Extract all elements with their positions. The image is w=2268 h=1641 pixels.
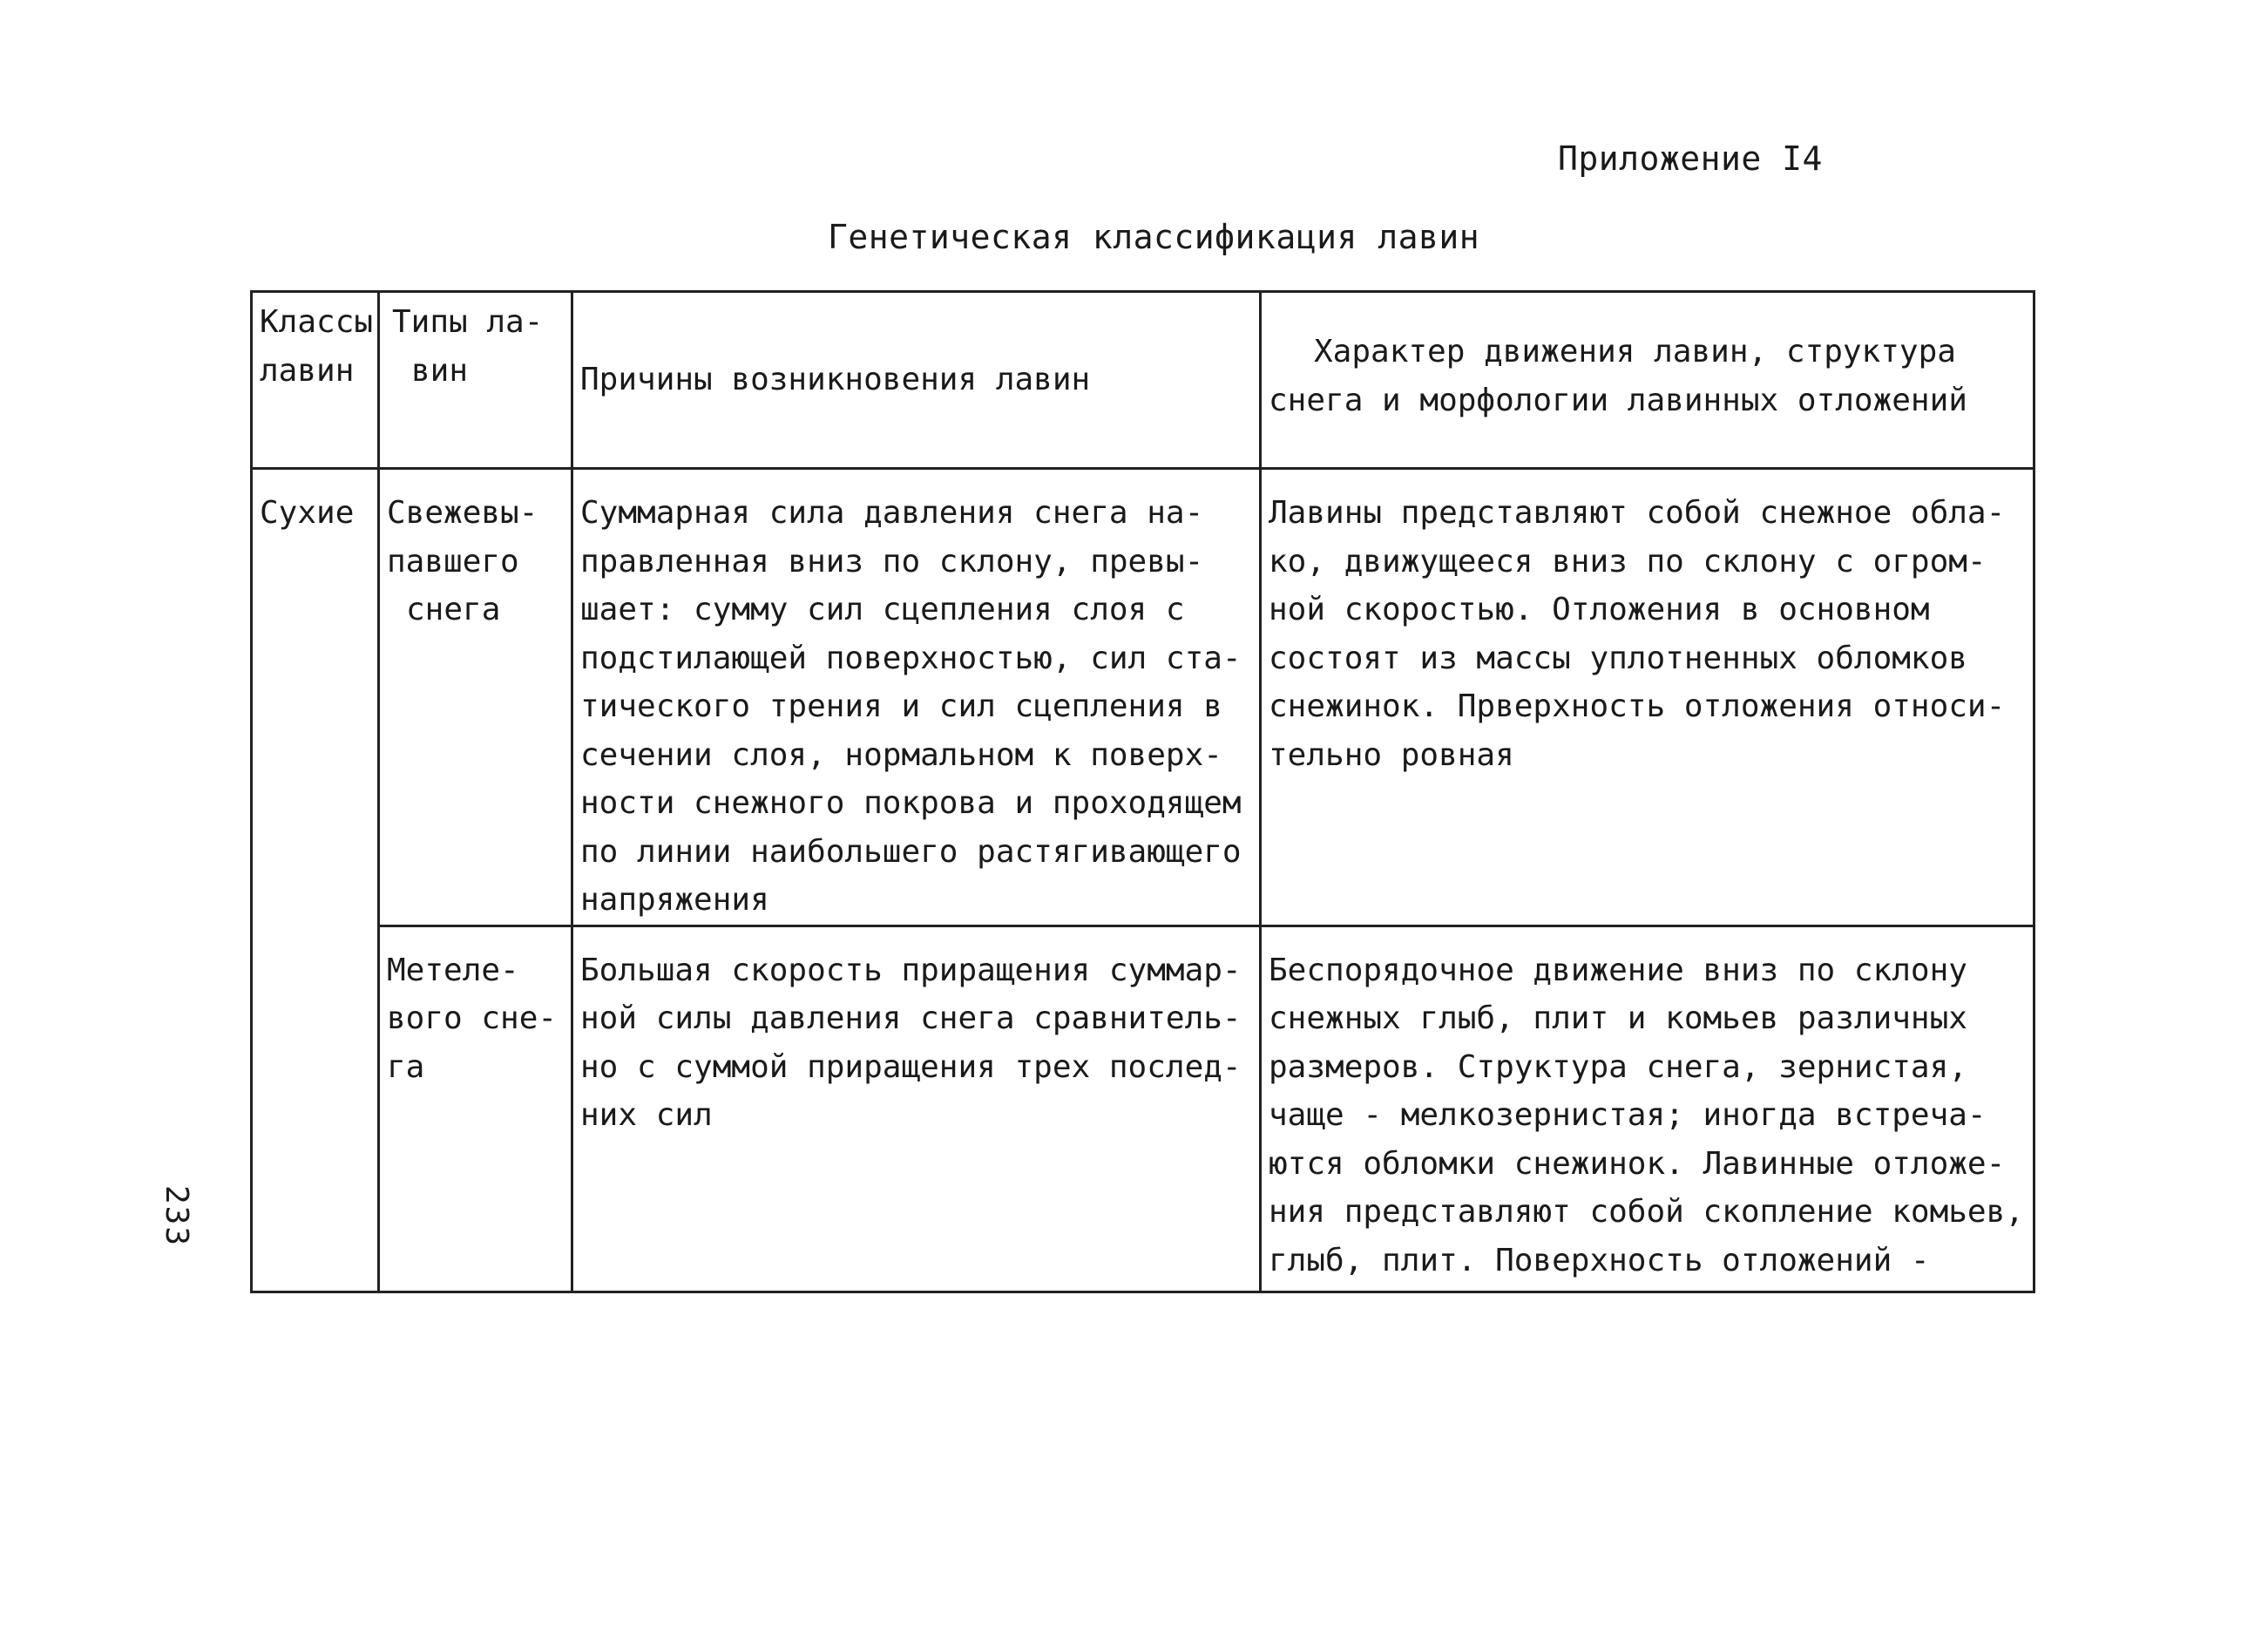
type-line: Метеле- xyxy=(387,952,519,988)
cell-character xyxy=(1261,926,2034,1292)
cause-line: сечении слоя, нормальном к поверх- xyxy=(580,736,1222,773)
cell-character xyxy=(1261,469,2034,926)
document-title: Генетическая классификация лавин xyxy=(828,218,1480,256)
table-row xyxy=(252,926,2034,1292)
header-character-line: снега и морфологии лавинных отложений xyxy=(1269,382,1967,418)
character-line: тельно ровная xyxy=(1269,736,1514,773)
cell-type xyxy=(379,926,572,1292)
class-value: Сухие xyxy=(260,495,355,531)
header-class-line: лавин xyxy=(260,352,355,389)
header-character-line: Характер движения лавин, структура xyxy=(1314,334,1956,370)
character-line: Лавины представляют собой снежное обла- xyxy=(1269,495,2006,531)
character-line: Беспорядочное движение вниз по склону xyxy=(1269,952,1967,988)
cause-line: Суммарная сила давления снега на- xyxy=(580,495,1204,531)
character-line: состоят из массы уплотненных обломков xyxy=(1269,640,1967,676)
table-header-row xyxy=(252,292,2034,469)
type-line: павшего xyxy=(387,543,519,580)
type-line: вого сне- xyxy=(387,1000,558,1036)
cause-line: по линии наибольшего растягивающего xyxy=(580,833,1242,870)
cell-type xyxy=(379,469,572,926)
cause-line: шает: сумму сил сцепления слоя с xyxy=(580,592,1185,627)
header-character xyxy=(1261,292,2034,469)
character-line: ния представляют собой скопление комьев, xyxy=(1269,1194,2024,1230)
type-line: га xyxy=(387,1048,425,1085)
cause-line: но с суммой приращения трех послед- xyxy=(580,1048,1242,1085)
header-cause-text: Причины возникновения лавин xyxy=(580,362,1091,398)
character-line: глыб, плит. Поверхность отложений - xyxy=(1269,1242,1930,1278)
cell-cause xyxy=(572,926,1261,1292)
cause-line: Большая скорость приращения суммар- xyxy=(580,952,1242,988)
header-cause xyxy=(572,292,1261,469)
cause-line: ной силы давления снега сравнитель- xyxy=(580,1000,1242,1036)
type-line: снега xyxy=(406,592,501,627)
cause-line: них сил xyxy=(580,1097,713,1133)
character-line: размеров. Структура снега, зернистая, xyxy=(1269,1048,1967,1085)
cause-line: тического трения и сил сцепления в xyxy=(580,688,1222,724)
header-class xyxy=(252,292,379,469)
character-line: чаще - мелкозернистая; иногда встреча- xyxy=(1269,1097,1987,1133)
header-class-line: Классы xyxy=(260,304,374,340)
cause-line: ности снежного покрова и проходящем xyxy=(580,785,1242,821)
character-line: ной скоростью. Отложения в основном xyxy=(1269,592,1930,627)
appendix-label: Приложение I4 xyxy=(1558,139,1823,178)
character-line: снежных глыб, плит и комьев различных xyxy=(1269,1000,1967,1036)
character-line: ко, движущееся вниз по склону с огром- xyxy=(1269,543,1987,580)
character-line: снежинок. Прверхность отложения относи- xyxy=(1269,688,2006,724)
table-row xyxy=(252,469,2034,926)
type-line: Свежевы- xyxy=(387,495,538,531)
cause-line: подстилающей поверхностью, сил ста- xyxy=(580,640,1242,676)
cause-line: напряжения xyxy=(580,882,769,918)
cell-cause xyxy=(572,469,1261,926)
header-type-line: вин xyxy=(411,352,469,389)
classification-table xyxy=(250,290,2035,1293)
header-type xyxy=(379,292,572,469)
cell-class xyxy=(252,469,379,1292)
page-number: 233 xyxy=(159,1185,194,1248)
header-type-line: Типы ла- xyxy=(392,304,544,340)
character-line: ются обломки снежинок. Лавинные отложе- xyxy=(1269,1145,2006,1182)
cause-line: правленная вниз по склону, превы- xyxy=(580,543,1204,580)
